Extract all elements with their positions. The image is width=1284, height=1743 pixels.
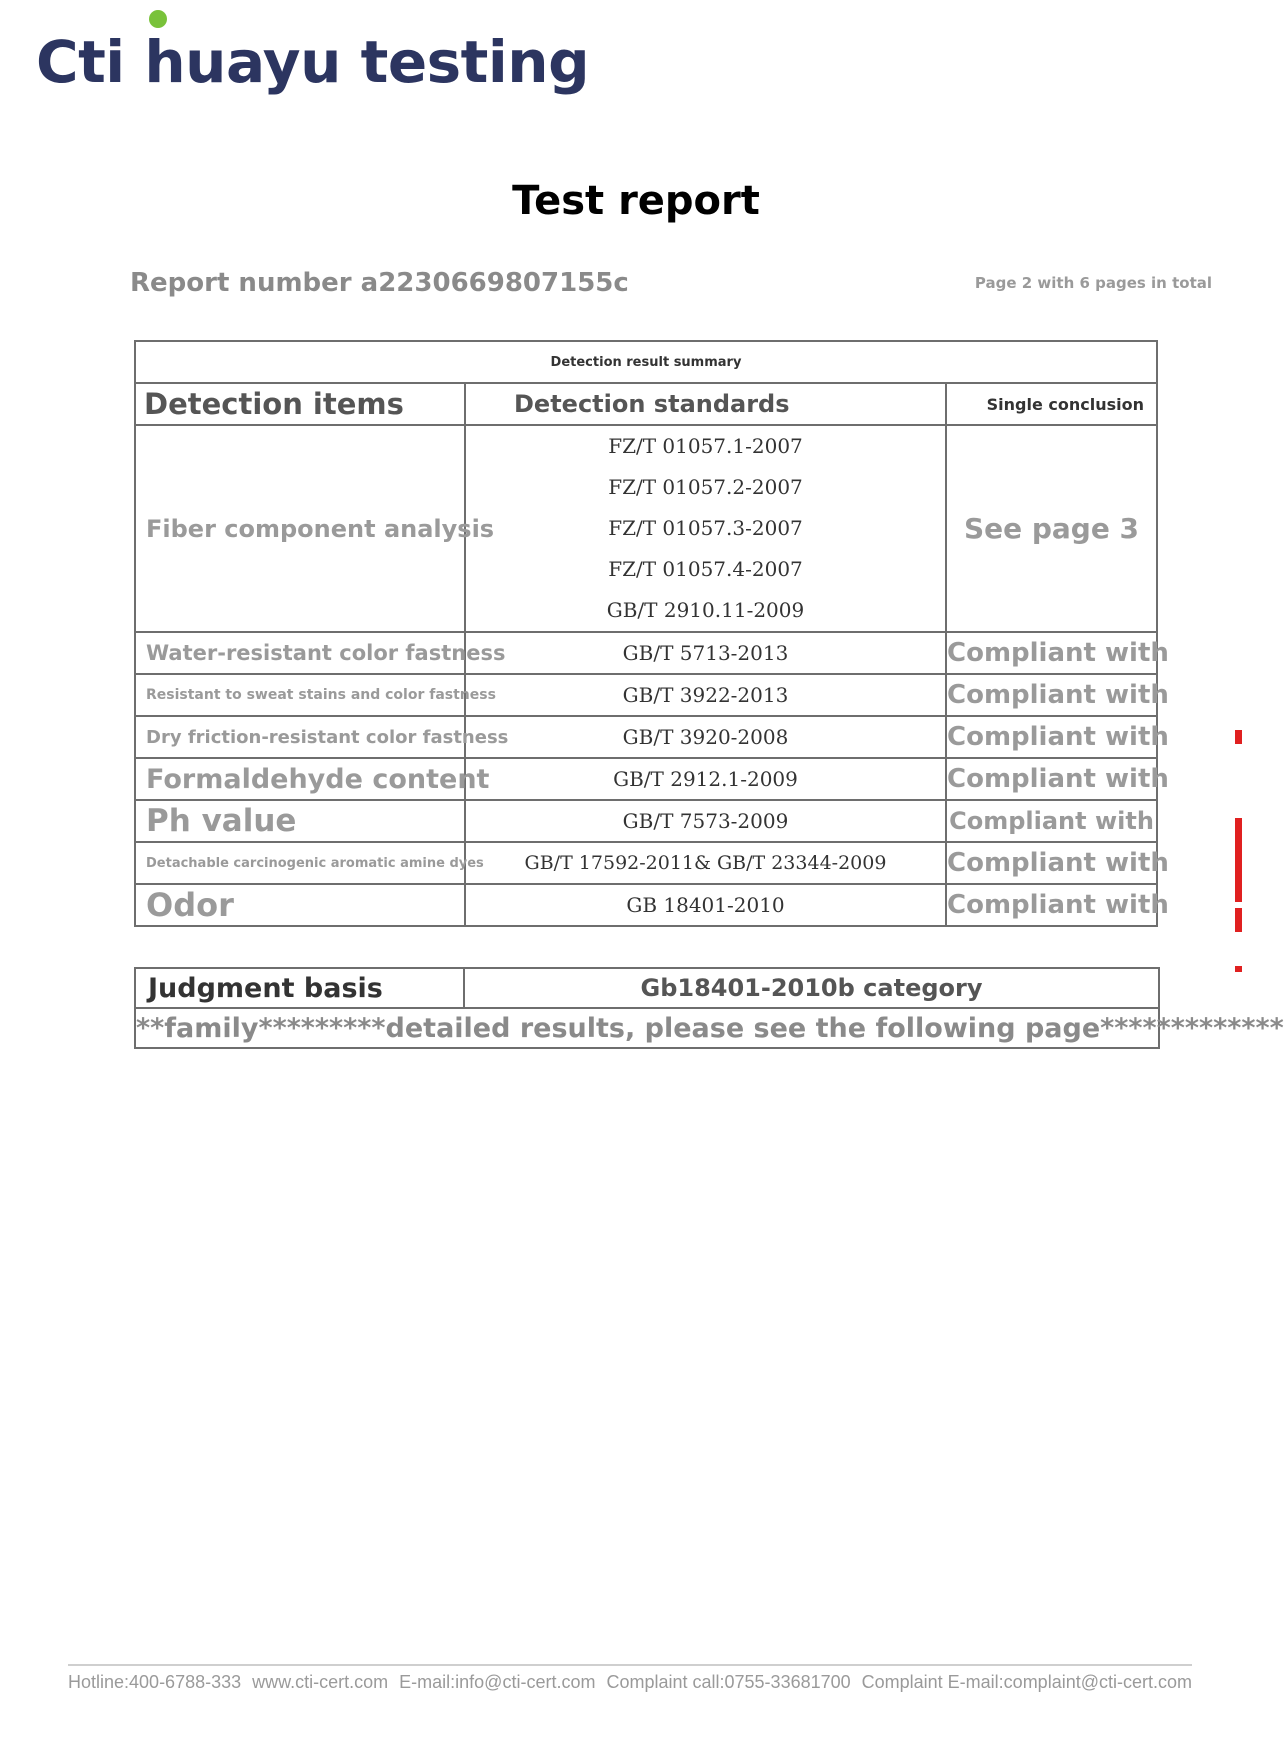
conclusion-cell: Compliant with: [946, 800, 1157, 842]
item-cell: Formaldehyde content: [135, 758, 465, 800]
item-cell: Ph value: [135, 800, 465, 842]
footer-hotline: Hotline:400-6788-333: [68, 1672, 242, 1692]
judgment-basis-label: Judgment basis: [135, 968, 464, 1008]
conclusion-cell: Compliant with: [946, 716, 1157, 758]
footer-email: E-mail:info@cti-cert.com: [399, 1672, 596, 1692]
table-row: [135, 800, 1157, 842]
conclusion-cell: Compliant with: [946, 632, 1157, 674]
standard-cell: GB/T 7573-2009: [465, 800, 946, 842]
header-single-conclusion: Single conclusion: [946, 383, 1157, 425]
table-row: [135, 842, 1157, 884]
standard-line: FZ/T 01057.4-2007: [608, 557, 803, 581]
judgment-basis-value: Gb18401-2010b category: [464, 968, 1159, 1008]
standard-cell: [465, 425, 946, 632]
page-info: Page 2 with 6 pages in total: [974, 274, 1212, 292]
footer-website: www.cti-cert.com: [252, 1672, 389, 1692]
table-row: [135, 884, 1157, 926]
page-title: Test report: [512, 178, 760, 224]
brand-logo: Cti huayu testing: [36, 28, 590, 96]
judgment-table: [134, 967, 1284, 1049]
standard-cell: GB 18401-2010: [465, 884, 946, 926]
conclusion-cell: See page 3: [946, 425, 1157, 632]
detailed-results-note: **family*********detailed results, please see the following page*************: [135, 1008, 1159, 1048]
conclusion-cell: Compliant with: [946, 758, 1157, 800]
red-stamp-mark: [1235, 966, 1242, 972]
standard-line: FZ/T 01057.2-2007: [608, 475, 803, 499]
item-cell: Detachable carcinogenic aromatic amine dyes: [135, 842, 465, 884]
standard-cell: GB/T 5713-2013: [465, 632, 946, 674]
item-cell: Fiber component analysis: [135, 425, 465, 632]
red-stamp-mark: [1235, 818, 1242, 902]
header-detection-items: Detection items: [135, 383, 465, 425]
judgment-row: [135, 968, 1159, 1008]
standard-line: FZ/T 01057.1-2007: [608, 434, 803, 458]
standard-line: FZ/T 01057.3-2007: [608, 516, 803, 540]
standard-cell: GB/T 3922-2013: [465, 674, 946, 716]
standard-line: GB/T 2910.11-2009: [606, 598, 805, 622]
item-cell: Water-resistant color fastness: [135, 632, 465, 674]
red-stamp-mark: [1235, 730, 1242, 744]
detection-summary-table: [134, 340, 1169, 927]
table-row: [135, 716, 1157, 758]
judgment-note-row: [135, 1008, 1159, 1048]
footer: [68, 1672, 1192, 1693]
conclusion-cell: Compliant with: [946, 674, 1157, 716]
conclusion-cell: Compliant with: [946, 842, 1157, 884]
footer-complaint-call: Complaint call:0755-33681700: [606, 1672, 851, 1692]
footer-complaint-email: Complaint E-mail:complaint@cti-cert.com: [861, 1672, 1192, 1692]
header-detection-standards: Detection standards: [465, 383, 946, 425]
red-stamp-mark: [1235, 908, 1242, 932]
summary-caption-row: [135, 341, 1157, 383]
standard-cell: GB/T 17592-2011& GB/T 23344-2009: [465, 842, 946, 884]
table-row: [135, 425, 1157, 632]
conclusion-cell: Compliant with: [946, 884, 1157, 926]
table-row: [135, 674, 1157, 716]
report-number: Report number a2230669807155c: [130, 268, 629, 298]
item-cell: Odor: [135, 884, 465, 926]
summary-caption: Detection result summary: [135, 341, 1157, 383]
table-row: [135, 632, 1157, 674]
standard-cell: GB/T 2912.1-2009: [465, 758, 946, 800]
standard-cell: GB/T 3920-2008: [465, 716, 946, 758]
summary-header-row: [135, 383, 1157, 425]
footer-divider: [68, 1664, 1192, 1666]
item-cell: Resistant to sweat stains and color fastness: [135, 674, 465, 716]
table-row: [135, 758, 1157, 800]
brand-dot-icon: [149, 10, 167, 28]
item-cell: Dry friction-resistant color fastness: [135, 716, 465, 758]
